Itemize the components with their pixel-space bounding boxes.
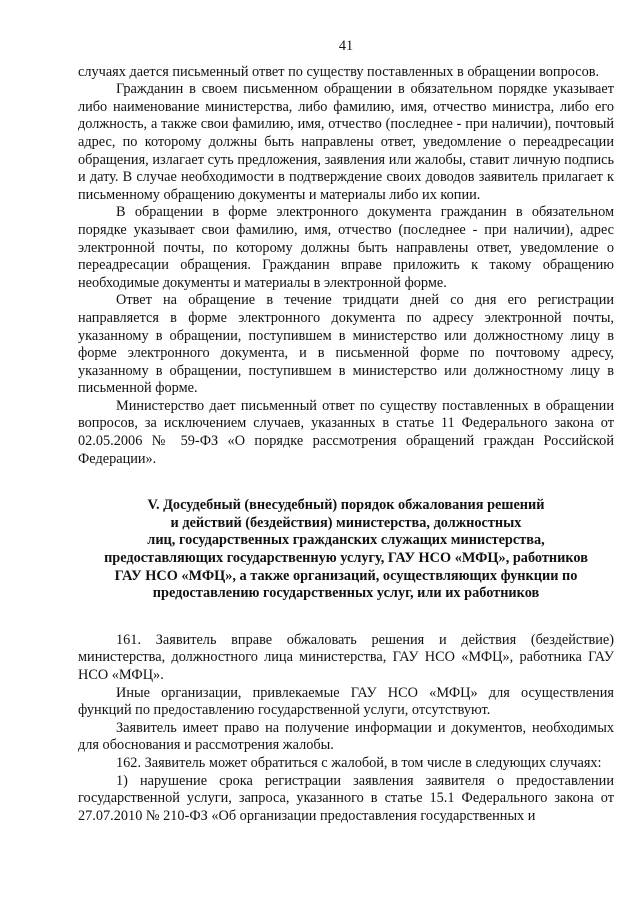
section-heading-line: V. Досудебный (внесудебный) порядок обжалования решений — [147, 497, 545, 514]
paragraph-response-term: Ответ на обращение в течение тридцати дней со дня его регистрации направляется в форме электронного документа по адресу электронной почты, указанному в обращении, поступившем в министерство или должностному лицу в форме электронного документа, и в письменной форме по почтовому адресу, указанному в обращении, поступившем в министерство или должностному лицу в письменной форме. — [78, 292, 614, 397]
section-heading-line: лиц, государственных гражданских служащих министерства, — [147, 532, 545, 549]
section-heading-line: и действий (бездействия) министерства, должностных — [170, 514, 522, 531]
paragraph-162-item-1: 1) нарушение срока регистрации заявления заявителя о предоставлении государственной услуги, запроса, указанного в статье 15.1 Федерального закона от 27.07.2010 № 210-ФЗ «Об организации предоставления государственных и — [78, 772, 614, 824]
paragraph-written-appeal: Гражданин в своем письменном обращении в обязательном порядке указывает либо наименование министерства, либо фамилию, имя, отчество министра, либо его должность, а также свои фамилию, имя, отчество (последнее - при наличии), почтовый адрес, по которому должны быть направлены ответ, уведомление о переадресации обращения, излагает суть предложения, заявления или жалобы, ставит личную подпись и дату. В случае необходимости в подтверждение своих доводов заявитель прилагает к письменному обращению документы и материалы либо их копии. — [78, 81, 614, 203]
paragraph-continuation: случаях дается письменный ответ по существу поставленных в обращении вопросов. — [78, 63, 600, 80]
paragraph-information-right: Заявитель имеет право на получение информации и документов, необходимых для обоснования и рассмотрения жалобы. — [78, 719, 614, 754]
paragraph-other-organizations: Иные организации, привлекаемые ГАУ НСО «МФЦ» для осуществления функций по предоставлению государственной услуги, отсутствуют. — [78, 684, 614, 719]
text-block-before — [78, 64, 614, 469]
paragraph-162: 162. Заявитель может обратиться с жалобой, в том числе в следующих случаях: — [116, 754, 602, 771]
section-heading-line: предоставлению государственных услуг, или их работников — [152, 585, 540, 602]
section-heading-line: предоставляющих государственную услугу, ГАУ НСО «МФЦ», работников — [104, 550, 588, 567]
section-heading — [78, 497, 614, 603]
page-number: 41 — [338, 38, 354, 54]
section-heading-line: ГАУ НСО «МФЦ», а также организаций, осуществляющих функции по — [114, 567, 578, 584]
text-block-after — [78, 632, 614, 826]
paragraph-161: 161. Заявитель вправе обжаловать решения и действия (бездействие) министерства, должностного лица министерства, ГАУ НСО «МФЦ», работника ГАУ НСО «МФЦ». — [78, 631, 614, 683]
paragraph-ministry-response: Министерство дает письменный ответ по существу поставленных в обращении вопросов, за исключением случаев, указанных в статье 11 Федерального закона от 02.05.2006 № 59-ФЗ «О порядке рассмотрения обращений граждан Российской Федерации». — [78, 397, 614, 467]
paragraph-electronic-appeal: В обращении в форме электронного документа гражданин в обязательном порядке указывает свои фамилию, имя, отчество (последнее - при наличии), адрес электронной почты, по которому должны быть направлены ответ, уведомление о переадресации обращения. Гражданин вправе приложить к такому обращению необходимые документы и материалы в электронной форме. — [78, 204, 614, 291]
